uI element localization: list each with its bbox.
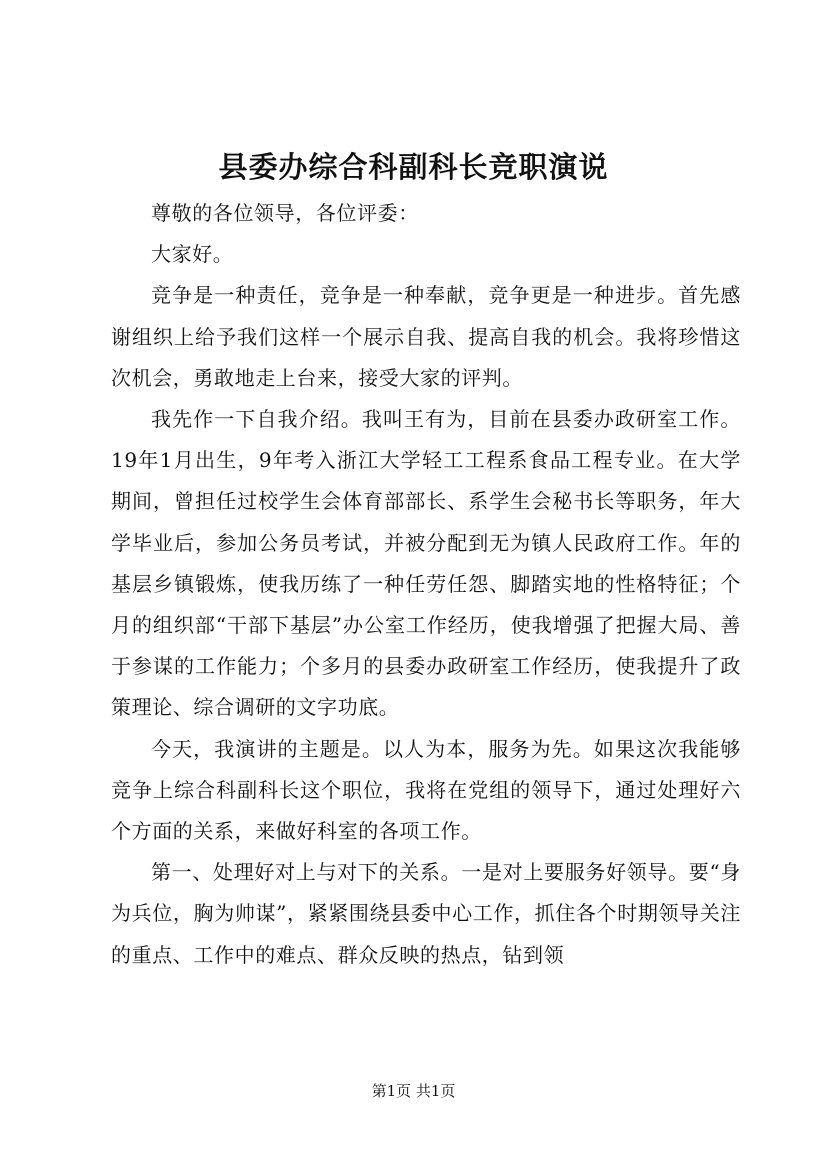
paragraph-theme: 今天，我演讲的主题是。以人为本，服务为先。如果这次我能够竞争上综合科副科长这个职位，我将在党组的领导下，通过处理好六个方面的关系，来做好科室的各项工作。: [111, 736, 741, 844]
paragraph-salutation: 尊敬的各位领导，各位评委：: [151, 201, 419, 225]
document-body: [111, 193, 741, 976]
page-footer: 第1页 共1页: [371, 1082, 456, 1100]
document-title: 县委办综合科副科长竞职演说: [218, 150, 609, 184]
paragraph-first-point: 第一、处理好对上与对下的关系。一是对上要服务好领导。要“身为兵位，胸为帅谋”，紧紧围绕县委中心工作，抓住各个时期领导关注的重点、工作中的难点、群众反映的热点，钻到领: [111, 860, 741, 967]
paragraph-self-introduction: 我先作一下自我介绍。我叫王有为，目前在县委办政研室工作。19年1月出生，9年考入浙江大学轻工工程系食品工程专业。在大学期间，曾担任过校学生会体育部部长、系学生会秘书长等职务，年大学毕业后，参加公务员考试，并被分配到无为镇人民政府工作。年的基层乡镇锻炼，使我历练了一种任劳任怨、脚踏实地的性格特征；个月的组织部“干部下基层”办公室工作经历，使我增强了把握大局、善于参谋的工作能力；个多月的县委办政研室工作经历，使我提升了政策理论、综合调研的文字功底。: [111, 407, 741, 720]
paragraph-intro: 竞争是一种责任，竞争是一种奉献，竞争更是一种进步。首先感谢组织上给予我们这样一个展示自我、提高自我的机会。我将珍惜这次机会，勇敢地走上台来，接受大家的评判。: [111, 283, 741, 390]
paragraph-greeting: 大家好。: [151, 242, 234, 267]
